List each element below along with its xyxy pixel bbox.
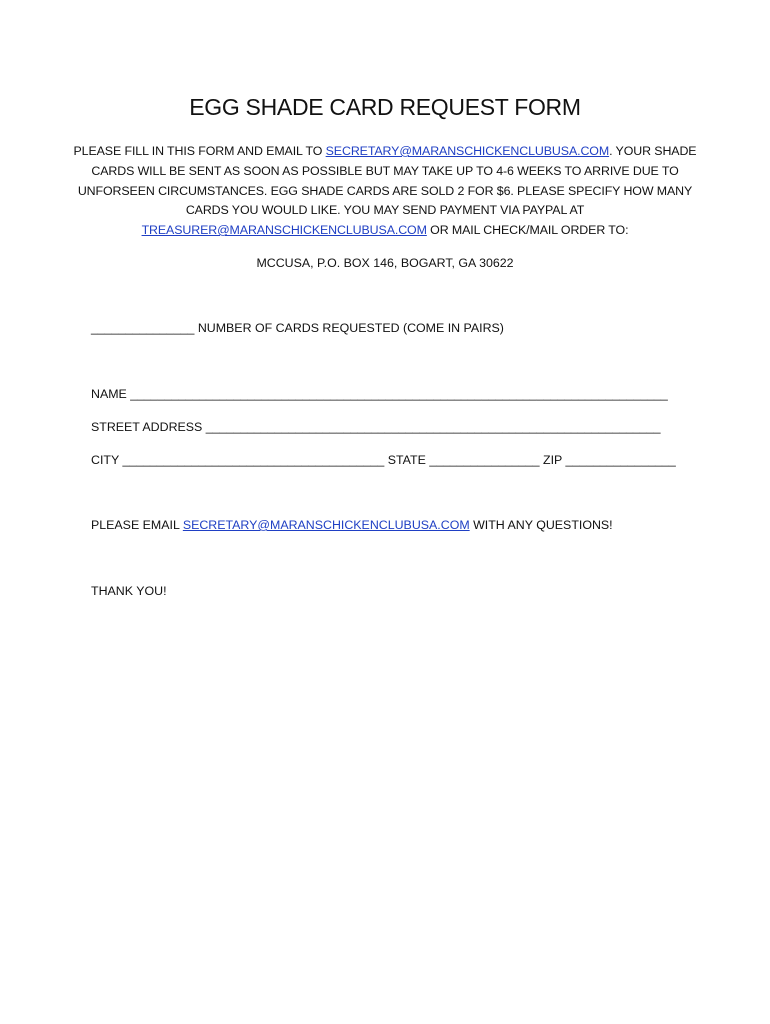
name-label: NAME — [91, 387, 131, 401]
intro-paragraph — [60, 142, 710, 241]
zip-blank[interactable]: ________________ — [565, 453, 676, 467]
intro-text: . YOUR SHADE — [609, 144, 697, 158]
state-blank[interactable]: ________________ — [429, 453, 540, 467]
cards-requested-blank[interactable]: _______________ — [91, 321, 195, 335]
intro-line-4: CARDS YOU WOULD LIKE. YOU MAY SEND PAYMENT VIA PAYPAL AT — [185, 203, 585, 218]
intro-line-3: UNFORSEEN CIRCUMSTANCES. EGG SHADE CARDS ARE SOLD 2 FOR $6. PLEASE SPECIFY HOW MANY — [77, 183, 693, 198]
street-address-blank[interactable]: __________________________________________________________________ — [205, 420, 661, 434]
questions-prefix: PLEASE EMAIL — [91, 518, 183, 532]
intro-line-5 — [60, 221, 710, 241]
intro-line-2: CARDS WILL BE SENT AS SOON AS POSSIBLE BUT MAY TAKE UP TO 4-6 WEEKS TO ARRIVE DUE TO — [91, 163, 679, 178]
state-label: STATE — [384, 453, 430, 467]
questions-line — [91, 518, 613, 532]
mailing-address: MCCUSA, P.O. BOX 146, BOGART, GA 30622 — [256, 256, 514, 270]
form-title: EGG SHADE CARD REQUEST FORM — [189, 94, 581, 120]
thank-you-text: THANK YOU! — [91, 584, 167, 598]
cards-requested-label: NUMBER OF CARDS REQUESTED (COME IN PAIRS) — [194, 321, 504, 335]
city-blank[interactable]: ______________________________________ — [122, 453, 385, 467]
treasurer-email-link[interactable]: TREASURER@MARANSCHICKENCLUBUSA.COM — [141, 223, 427, 238]
intro-text: OR MAIL CHECK/MAIL ORDER TO: — [426, 223, 629, 238]
questions-email-link[interactable]: SECRETARY@MARANSCHICKENCLUBUSA.COM — [182, 518, 470, 532]
intro-line-1 — [60, 142, 710, 162]
questions-suffix: WITH ANY QUESTIONS! — [469, 518, 613, 532]
name-blank[interactable]: ______________________________________________________________________________ — [130, 387, 668, 401]
secretary-email-link[interactable]: SECRETARY@MARANSCHICKENCLUBUSA.COM — [325, 144, 610, 158]
cards-requested-row — [91, 321, 504, 335]
street-address-row — [91, 420, 661, 434]
city-state-zip-row — [91, 453, 676, 467]
street-address-label: STREET ADDRESS — [91, 420, 206, 434]
name-row — [91, 387, 668, 401]
city-label: CITY — [91, 453, 123, 467]
zip-label: ZIP — [539, 453, 566, 467]
intro-text: PLEASE FILL IN THIS FORM AND EMAIL TO — [73, 144, 326, 158]
